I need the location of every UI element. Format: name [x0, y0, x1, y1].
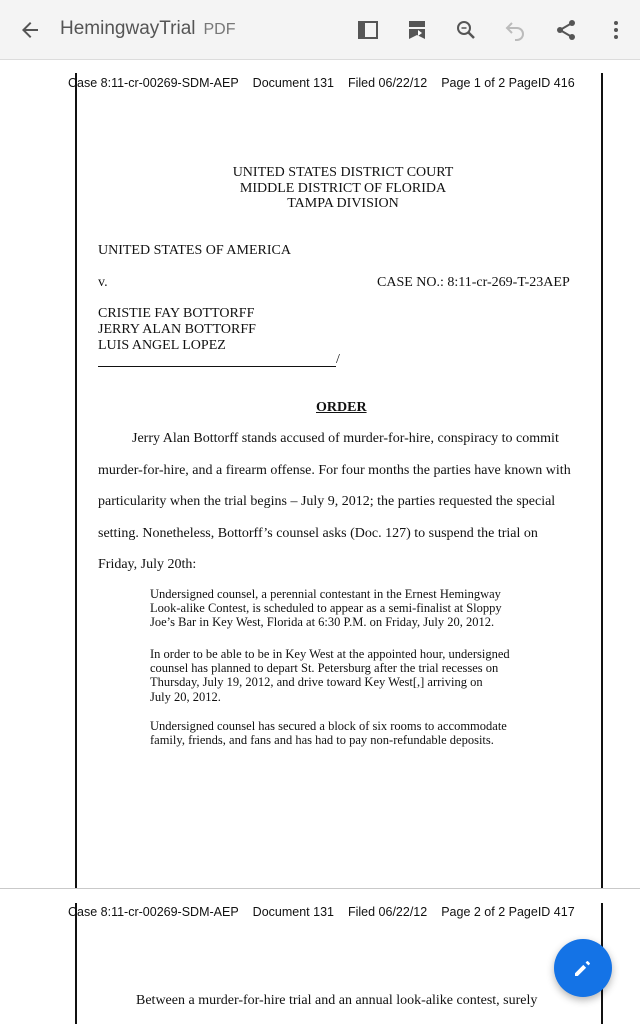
search-icon[interactable] [446, 10, 486, 50]
court-line: UNITED STATES DISTRICT COURT [232, 165, 454, 180]
defendant: JERRY ALAN BOTTORFF [98, 322, 256, 337]
page-number: Page 1 of 2 PageID 416 [441, 76, 575, 90]
document-number: Document 131 [252, 76, 334, 90]
more-vert-icon[interactable] [596, 10, 636, 50]
filed-date: Filed 06/22/12 [347, 905, 428, 919]
share-icon[interactable] [546, 10, 586, 50]
pdf-page-2 [0, 889, 640, 1024]
page-header [68, 76, 589, 90]
body-line: Friday, July 20th: [98, 557, 197, 572]
quote-paragraph [150, 587, 502, 630]
document-title [60, 18, 236, 40]
page-left-border [75, 903, 77, 1024]
order-title: ORDER [316, 400, 367, 415]
page-number: Page 2 of 2 PageID 417 [441, 905, 575, 919]
quote-line: counsel has planned to depart St. Petersburg after the trial recesses on [150, 661, 499, 676]
body-line: particularity when the trial begins – July 9, 2012; the parties requested the special [98, 494, 556, 509]
plaintiff: UNITED STATES OF AMERICA [98, 243, 291, 258]
quote-line: Joe’s Bar in Key West, Florida at 6:30 P.M. on Friday, July 20, 2012. [150, 615, 495, 630]
back-arrow-icon[interactable] [10, 10, 50, 50]
quote-line: Undersigned counsel, a perennial contestant in the Ernest Hemingway [150, 587, 501, 601]
quote-line: Undersigned counsel has secured a block of six rooms to accommodate [150, 719, 507, 733]
document-number: Document 131 [252, 905, 334, 919]
edit-pencil-icon [571, 956, 595, 980]
quote-paragraph [150, 719, 507, 747]
panel-view-icon[interactable] [348, 10, 388, 50]
quote-line: July 20, 2012. [150, 689, 221, 704]
case-no: CASE NO.: 8:11-cr-269-T-23AEP [377, 275, 570, 290]
case-number: Case 8:11-cr-00269-SDM-AEP [68, 76, 239, 90]
court-line: TAMPA DIVISION [287, 196, 399, 211]
case-number: Case 8:11-cr-00269-SDM-AEP [68, 905, 239, 919]
body-line: setting. Nonetheless, Bottorff’s counsel asks (Doc. 127) to suspend the trial on [98, 526, 538, 541]
page-header [68, 905, 589, 919]
undo-icon[interactable] [495, 10, 535, 50]
defendant: CRISTIE FAY BOTTORFF [98, 306, 255, 321]
filed-date: Filed 06/22/12 [347, 76, 428, 90]
bookmark-icon[interactable] [397, 10, 437, 50]
versus: v. [98, 275, 108, 290]
court-line: MIDDLE DISTRICT OF FLORIDA [239, 180, 447, 196]
body-line: Jerry Alan Bottorff stands accused of murder-for-hire, conspiracy to commit [132, 431, 559, 446]
defendant: LUIS ANGEL LOPEZ [98, 338, 226, 353]
file-type-label: PDF [203, 21, 236, 38]
quote-line: Thursday, July 19, 2012, and drive toward Key West[,] arriving on [150, 675, 483, 690]
pdf-page-1 [0, 61, 640, 888]
quote-line: In order to be able to be in Key West at the appointed hour, undersigned [150, 647, 510, 661]
quote-paragraph [150, 647, 510, 704]
quote-line: family, friends, and fans and has had to pay non-refundable deposits. [150, 733, 494, 748]
quote-line: Look-alike Contest, is scheduled to appear as a semi-finalist at Sloppy [150, 601, 502, 616]
body-line: Between a murder-for-hire trial and an annual look-alike contest, surely [136, 993, 538, 1008]
caption-slash: / [336, 352, 340, 367]
court-caption [0, 165, 640, 212]
document-name: HemingwayTrial [60, 18, 196, 39]
edit-button[interactable] [554, 939, 612, 997]
app-toolbar [0, 0, 640, 60]
body-line: murder-for-hire, and a firearm offense. For four months the parties have known with [98, 463, 571, 478]
caption-rule [98, 366, 336, 367]
